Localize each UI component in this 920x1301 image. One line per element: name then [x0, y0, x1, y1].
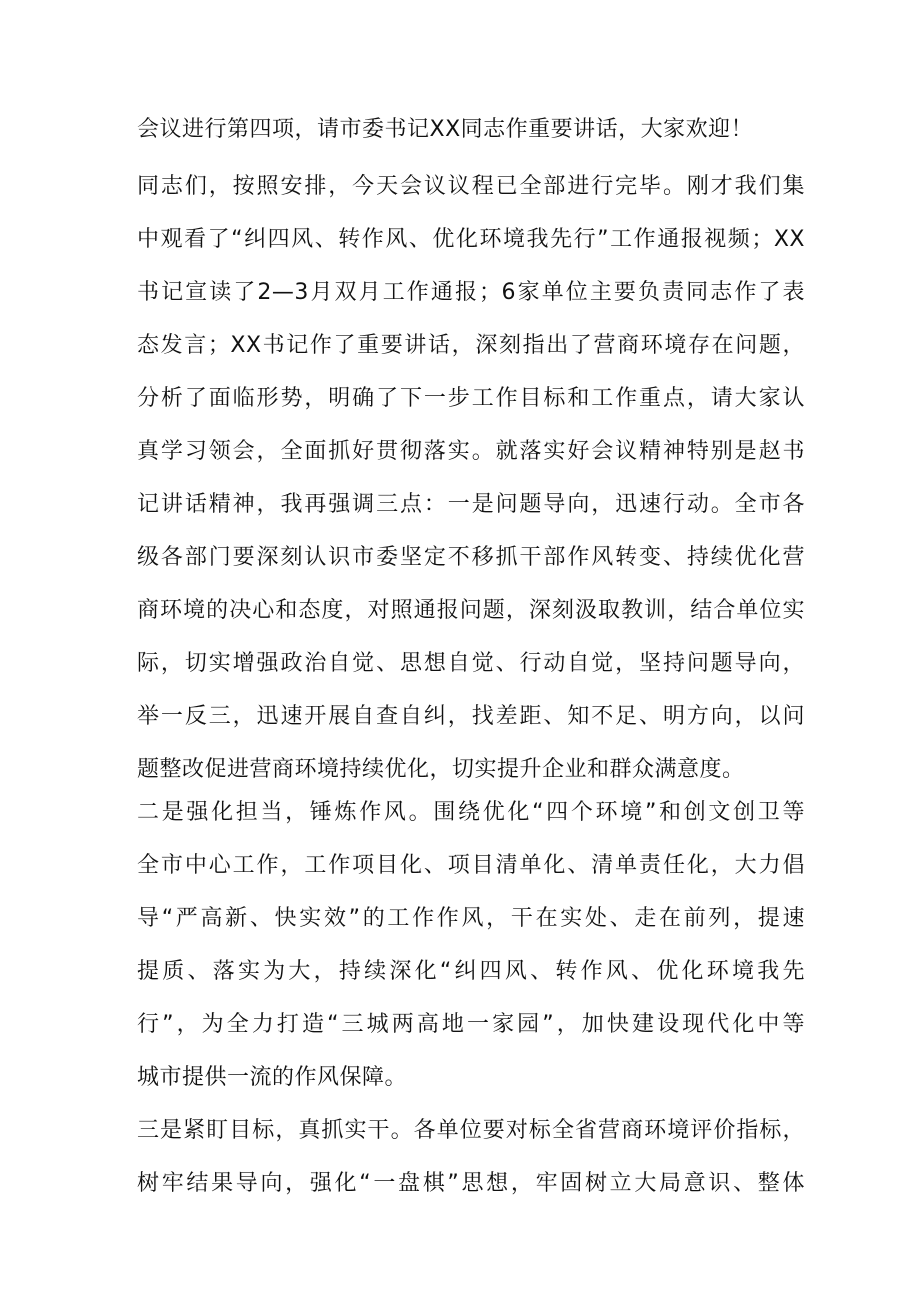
text-line: 三是紧盯目标，真抓实干。各单位要对标全省营商环境评价指标，	[137, 1118, 805, 1143]
text-line: 中观看了“纠四风、转作风、优化环境我先行”工作通报视频；XX	[137, 227, 805, 252]
text-line: 记讲话精神，我再强调三点：一是问题导向，迅速行动。全市各	[137, 492, 805, 517]
text-line: 城市提供一流的作风保障。	[137, 1065, 408, 1090]
text-line: 树牢结果导向，强化“一盘棋”思想，牢固树立大局意识、整体	[137, 1171, 805, 1196]
text-line: 提质、落实为大，持续深化“纠四风、转作风、优化环境我先	[137, 959, 805, 984]
text-line: 际，切实增强政治自觉、思想自觉、行动自觉，坚持问题导向，	[137, 651, 805, 676]
text-line: 行”，为全力打造“三城两高地一家园”，加快建设现代化中等	[137, 1012, 805, 1037]
text-line: 商环境的决心和态度，对照通报问题，深刻汲取教训，结合单位实	[137, 598, 805, 623]
text-line: 真学习领会，全面抓好贯彻落实。就落实好会议精神特别是赵书	[137, 439, 805, 464]
text-line: 级各部门要深刻认识市委坚定不移抓干部作风转变、持续优化营	[137, 545, 805, 570]
intro-line: 会议进行第四项，请市委书记XX同志作重要讲话，大家欢迎！	[137, 117, 754, 142]
text-line: 导“严高新、快实效”的工作作风，干在实处、走在前列，提速	[137, 906, 805, 931]
text-line: 书记宣读了2—3月双月工作通报；6家单位主要负责同志作了表	[137, 280, 805, 305]
text-line: 同志们，按照安排，今天会议议程已全部进行完毕。刚才我们集	[137, 174, 805, 199]
text-line: 全市中心工作，工作项目化、项目清单化、清单责任化，大力倡	[137, 853, 805, 878]
text-line: 二是强化担当，锤炼作风。围绕优化“四个环境”和创文创卫等	[137, 800, 805, 825]
text-line: 举一反三，迅速开展自查自纠，找差距、知不足、明方向，以问	[137, 704, 805, 729]
text-line: 分析了面临形势，明确了下一步工作目标和工作重点，请大家认	[137, 386, 805, 411]
text-line: 题整改促进营商环境持续优化，切实提升企业和群众满意度。	[137, 757, 745, 782]
text-line: 态发言；XX书记作了重要讲话，深刻指出了营商环境存在问题，	[137, 333, 805, 358]
